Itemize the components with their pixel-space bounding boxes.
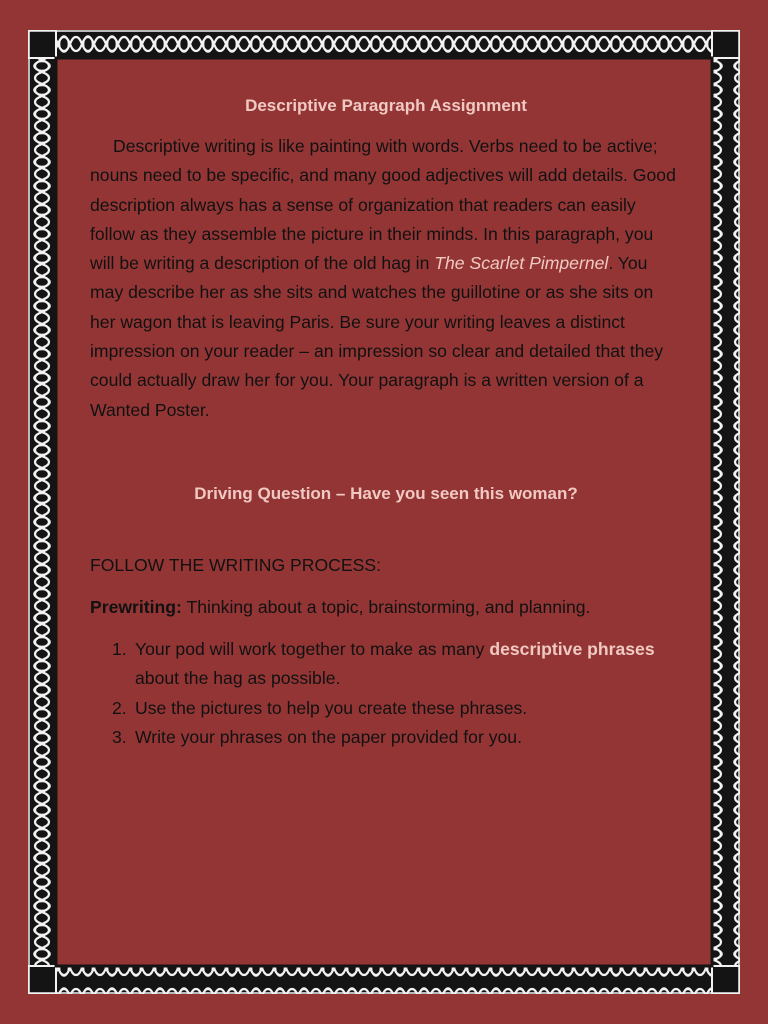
step-text-end: about the hag as possible. (135, 668, 341, 689)
list-item (90, 694, 682, 723)
list-item (90, 723, 682, 752)
intro-text-part2: . You may describe her as she sits and watches the guillotine or as she sits on her wagon that is leaving Paris. Be sure your writing leaves a distinct impression on your reader – an impression so clear and detailed that they could actually draw her for you. Your paragraph is a written version of a Wanted Poster. (90, 253, 664, 420)
document-content (90, 92, 682, 747)
list-item (90, 635, 682, 694)
prewriting-label: Prewriting: (90, 597, 182, 617)
page-title: Descriptive Paragraph Assignment (245, 96, 527, 115)
step-text: Use the pictures to help you create these phrases. (135, 697, 528, 718)
prewriting-line (90, 595, 590, 619)
book-title: The Scarlet Pimpernel (434, 253, 609, 274)
follow-heading: FOLLOW THE WRITING PROCESS: (90, 555, 381, 575)
step-number: 3. (112, 726, 127, 747)
step-highlight: descriptive phrases (489, 639, 655, 659)
step-number: 1. (112, 639, 127, 659)
step-text: Your pod will work together to make as many (135, 639, 490, 659)
steps-list (90, 635, 682, 752)
prewriting-text: Thinking about a topic, brainstorming, and planning. (181, 597, 591, 617)
step-text: Write your phrases on the paper provided for you. (135, 726, 522, 747)
driving-question: Driving Question – Have you seen this woman? (194, 484, 578, 503)
step-number: 2. (112, 697, 127, 718)
intro-text-part1: Descriptive writing is like painting with words. Verbs need to be active; nouns need to be specific, and many good adjectives will add details. Good description always has a sense of organization that readers can easily follow as they assemble the picture in their minds. In this paragraph, you will be writing a description of the old hag in (90, 136, 676, 274)
intro-paragraph (90, 132, 682, 425)
